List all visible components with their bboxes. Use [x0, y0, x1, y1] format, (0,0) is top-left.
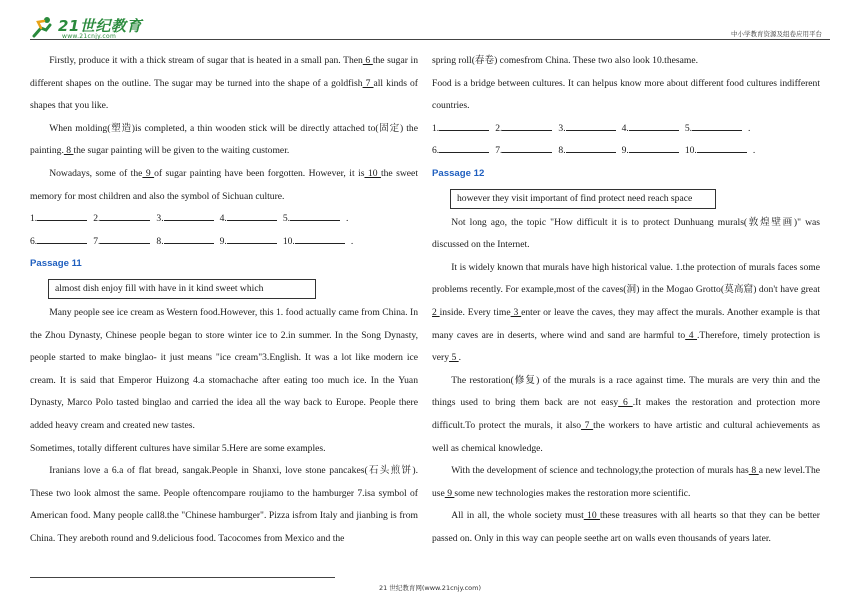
paragraph: The restoration(修复) of the murals is a race against time. The murals are very thin and the things used to bring them back are not easy 6 .It makes the restoration and protection more difficult.To protect the murals, it also 7 the workers to have artistic and cultural achievements as well as chemical knowledge.: [432, 374, 821, 454]
word-bank-box: however they visit important of find protect need reach space: [450, 189, 716, 209]
answer-blank[interactable]: [227, 232, 277, 244]
answer-blank[interactable]: [164, 232, 214, 244]
answer-blank[interactable]: [566, 119, 616, 131]
blank-6: 6: [618, 397, 633, 409]
answer-blanks-row: 6. 7. 8. 9. 10. .: [30, 231, 418, 254]
footer-divider: [30, 577, 335, 578]
paragraph: Sometimes, totally different cultures have similar 5.Here are some examples.: [30, 442, 326, 454]
answer-blank[interactable]: [37, 232, 87, 244]
paragraph: spring roll(春卷) comesfrom China. These two also look 10.thesame.: [432, 55, 699, 66]
blank-7: 7: [362, 77, 374, 89]
blank-8: 8: [63, 145, 74, 157]
blank-5: 5: [449, 352, 459, 364]
blank-4: 4: [685, 329, 698, 341]
blank-8: 8: [748, 465, 759, 477]
answer-blank[interactable]: [697, 141, 747, 153]
paragraph: Nowadays, some of the 9 of sugar painting have been forgotten. However, it is 10 the sweet memory for most children and also the symbol of Sichuan culture.: [30, 167, 418, 202]
blank-2: 2: [432, 306, 440, 318]
answer-blank[interactable]: [295, 232, 345, 244]
answer-blank[interactable]: [502, 141, 552, 153]
answer-blanks-row: 6. 7. 8. 9. 10. .: [432, 140, 820, 163]
blank-9: 9: [444, 487, 455, 499]
answer-blank[interactable]: [100, 209, 150, 221]
header-platform-name: 中小学教育资源及组卷应用平台: [731, 30, 822, 38]
paragraph: Many people see ice cream as Western food.However, this 1. food actually came from China. In the Zhou Dynasty, Chinese people began to store winter ice to 2.in summer. In the Song Dynasty, people started to make binglao- it just means "ice cream"3.English. It was a lot like modern ice cream. It is said that Emperor Huizong 4.a stomachache after eating too much ice. In the Yuan Dynasty, Marco Polo tasted binglao and carried the idea all the way back to Europe. People there added heavy cream and created new tastes.: [30, 306, 418, 431]
paragraph: When molding(塑造)is completed, a thin wooden stick will be directly attached to(固定) the painting. 8 the sugar painting will be given to the waiting customer.: [30, 122, 418, 157]
footer-text: 21 世纪教育网(www.21cnjy.com): [379, 584, 481, 592]
passage-11-title: Passage 11: [30, 258, 82, 270]
paragraph: Not long ago, the topic "How difficult it is to protect Dunhuang murals(敦煌壁画)" was discussed on the Internet.: [432, 216, 820, 251]
blank-9: 9: [142, 167, 155, 179]
paragraph: Food is a bridge between cultures. It can helpus know more about different food cultures indifferent countries.: [432, 77, 820, 112]
answer-blank[interactable]: [629, 141, 679, 153]
site-logo: [30, 14, 190, 42]
left-column: [30, 50, 418, 550]
passage-12-title: Passage 12: [432, 167, 485, 179]
paragraph: Firstly, produce it with a thick stream of sugar that is heated in a small pan. Then 6 the sugar in different shapes on the outline. The sugar may be turned into the shape of a goldfish 7 all kinds of shapes that you like.: [30, 55, 419, 112]
header-divider: [30, 39, 830, 40]
answer-blank[interactable]: [439, 119, 489, 131]
word-bank-box: almost dish enjoy fill with have in it kind sweet which: [48, 279, 316, 299]
right-column: [432, 50, 820, 550]
logo-text: 21世纪教育: [58, 17, 142, 35]
blank-10: 10: [583, 510, 600, 522]
answer-blank[interactable]: [290, 209, 340, 221]
answer-blank[interactable]: [439, 141, 489, 153]
answer-blank[interactable]: [692, 119, 742, 131]
paragraph: All in all, the whole society must 10 these treasures with all hearts so that they can be better passed on. Only in this way can people seethe art on walls even thousands of years later.: [432, 510, 821, 544]
blank-6: 6: [362, 55, 373, 66]
answer-blank[interactable]: [164, 209, 214, 221]
paragraph: Iranians love a 6.a of flat bread, sangak.People in Shanxi, love stone pancakes(石头煎饼). These two look almost the same. People oftencompare roujiamo to the hamburger 7.isa symbol of American food. Many people call8.the "Chinese hamburger". Pizza isfrom Italy and jianbing is from China. They areboth round and 9.delicious food. Tacocomes from Mexico and the: [30, 465, 418, 544]
answer-blank[interactable]: [100, 232, 150, 244]
answer-blanks-row: 1. 2. 3. 4. 5. .: [432, 118, 820, 141]
blank-7: 7: [581, 419, 594, 431]
answer-blanks-row: 1. 2. 3. 4. 5. .: [30, 208, 418, 231]
paragraph: With the development of science and technology,the protection of murals has 8 a new level.The use 9 some new technologies makes the restoration more scientific.: [432, 465, 820, 499]
logo-url: www.21cnjy.com: [62, 33, 117, 40]
blank-3: 3: [510, 306, 522, 318]
answer-blank[interactable]: [566, 141, 616, 153]
paragraph: It is widely known that murals have high historical value. 1.the protection of murals faces some problems recently. For example,most of the caves(洞) in the Mogao Grotto(莫高窟) don't have great 2 inside. Every time 3 enter or leave the caves, they may affect the murals. Another example is that many caves are in deserts, where wind and sand are harmful to 4 .Therefore, timely protection is very 5 .: [432, 261, 820, 364]
answer-blank[interactable]: [227, 209, 277, 221]
blank-10: 10: [364, 167, 381, 179]
answer-blank[interactable]: [37, 209, 87, 221]
answer-blank[interactable]: [629, 119, 679, 131]
answer-blank[interactable]: [502, 119, 552, 131]
runner-logo-icon: [30, 16, 56, 40]
